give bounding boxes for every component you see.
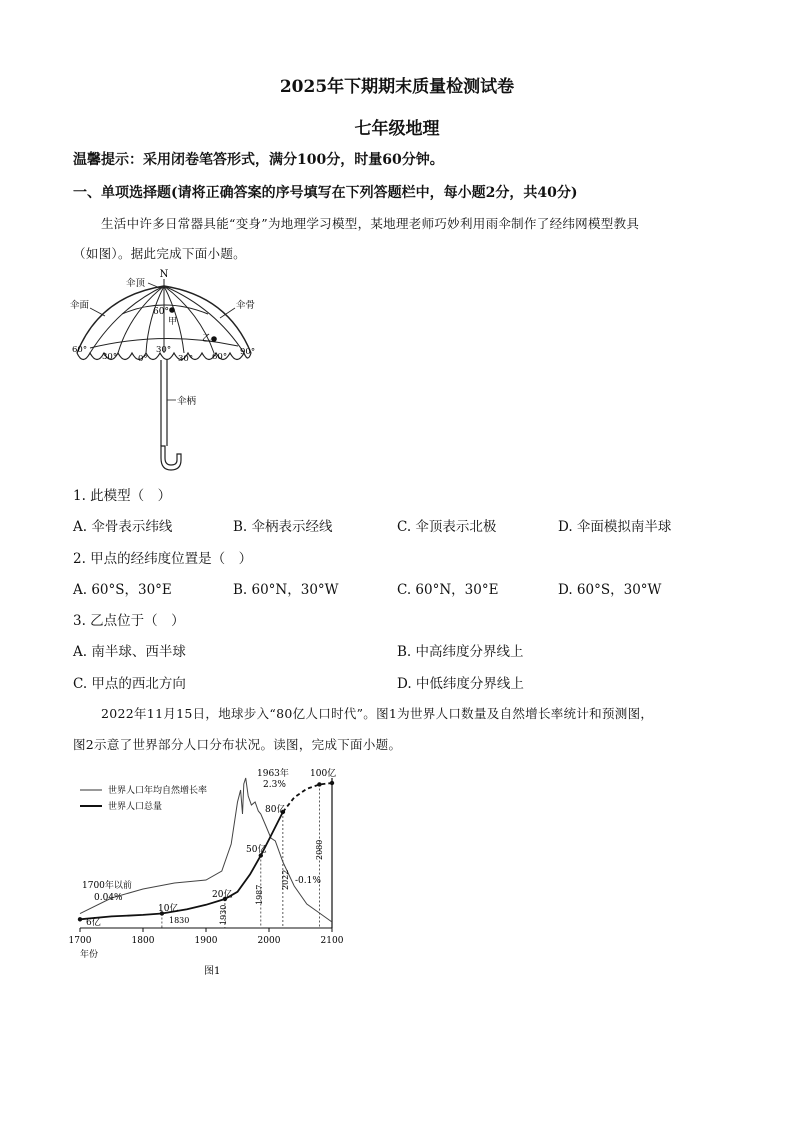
- anno-pop-80: 80亿: [265, 805, 286, 815]
- anno-year-1830: 1830: [169, 916, 190, 925]
- label-lat30: 30°: [156, 345, 172, 355]
- anno-end-rate: -0.1%: [295, 876, 321, 886]
- population-marker-2080: [317, 782, 321, 786]
- point-jia: [169, 307, 175, 313]
- x-tick-label-1800: 1800: [131, 936, 155, 946]
- label-top: 伞顶: [126, 278, 146, 289]
- exam-title: 2025年下期期末质量检测试卷: [279, 77, 515, 97]
- chart-title: 图1: [204, 966, 221, 977]
- exam-tip: 温馨提示：采用闭卷笔答形式，满分100分，时量60分钟。: [73, 152, 444, 168]
- legend-pop: 世界人口总量: [108, 802, 163, 812]
- point-yi: [211, 336, 217, 342]
- anno-pop-50: 50亿: [246, 845, 267, 855]
- label-n: N: [159, 269, 169, 280]
- q2-option-d[interactable]: D. 60°S，30°W: [558, 582, 662, 598]
- anno-start-rate: 0.04%: [94, 893, 123, 903]
- q2-option-a[interactable]: A. 60°S，30°E: [73, 582, 172, 598]
- x-tick-label-2000: 2000: [257, 936, 281, 946]
- anno-peak-year: 1963年: [257, 769, 289, 779]
- q1-option-c[interactable]: C. 伞顶表示北极: [397, 519, 497, 535]
- question-3-stem: 3. 乙点位于（ ）: [73, 613, 185, 629]
- label-lat60: 60°: [153, 307, 169, 317]
- label-jia: 甲: [168, 317, 178, 327]
- passage1-line1: 生活中许多日常器具能“变身”为地理学习模型，某地理老师巧妙利用雨伞制作了经纬网模型教具: [101, 216, 640, 231]
- q3-option-b[interactable]: B. 中高纬度分界线上: [397, 644, 524, 660]
- label-yi: 乙: [202, 334, 212, 344]
- passage2-line1: 2022年11月15日，地球步入“80亿人口时代”。图1为世界人口数量及自然增长率统计和预测图，: [101, 706, 654, 721]
- exam-subtitle: 七年级地理: [354, 119, 440, 139]
- population-marker-1700: [78, 917, 82, 921]
- label-lon0: 0°: [138, 354, 148, 364]
- anno-year-2022: 2022: [281, 869, 290, 890]
- passage1-line2: （如图）。据此完成下面小题。: [73, 246, 246, 261]
- q1-option-a[interactable]: A. 伞骨表示纬线: [73, 519, 173, 535]
- legend-rate: 世界人口年均自然增长率: [108, 786, 208, 796]
- anno-pop-6: 6亿: [86, 918, 101, 928]
- anno-pop-10: 10亿: [158, 904, 179, 914]
- x-tick-label-1700: 1700: [68, 936, 92, 946]
- label-lon30w: 30°: [102, 352, 118, 362]
- x-tick-label-1900: 1900: [194, 936, 218, 946]
- anno-year-2080: 2080: [315, 839, 324, 860]
- anno-start: 1700年以前: [82, 881, 132, 891]
- population-series-line: [80, 812, 283, 919]
- question-1-stem: 1. 此模型（ ）: [73, 488, 172, 504]
- label-lon60: 60°: [212, 352, 228, 362]
- x-tick-label-2100: 2100: [320, 936, 344, 946]
- population-chart: [60, 760, 360, 985]
- label-lon30e: 30°: [178, 354, 194, 364]
- population-marker-2100: [330, 781, 334, 785]
- question-2-stem: 2. 甲点的经纬度位置是（ ）: [73, 551, 253, 567]
- q1-option-d[interactable]: D. 伞面模拟南半球: [558, 519, 672, 535]
- anno-year-1987: 1987: [255, 884, 264, 905]
- q3-option-a[interactable]: A. 南半球、西半球: [73, 644, 186, 660]
- anno-pop-100: 100亿: [310, 769, 337, 779]
- q2-option-c[interactable]: C. 60°N，30°E: [397, 582, 499, 598]
- q2-option-b[interactable]: B. 60°N，30°W: [233, 582, 339, 598]
- label-lon90: 90°: [240, 347, 256, 357]
- section-heading: 一、单项选择题(请将正确答案的序号填写在下列答题栏中，每小题2分，共40分): [73, 185, 578, 201]
- anno-pop-20: 20亿: [212, 890, 233, 900]
- population-projection-line: [283, 783, 332, 812]
- q3-option-c[interactable]: C. 甲点的西北方向: [73, 676, 186, 692]
- anno-year-1930: 1930: [219, 904, 228, 925]
- q1-option-b[interactable]: B. 伞柄表示经线: [233, 519, 333, 535]
- label-handle: 伞柄: [177, 396, 197, 407]
- label-rib: 伞骨: [236, 300, 256, 311]
- label-face: 伞面: [70, 300, 90, 311]
- anno-peak-rate: 2.3%: [263, 780, 286, 790]
- umbrella-model-figure: [60, 268, 270, 478]
- passage2-line2: 图2示意了世界部分人口分布状况。读图，完成下面小题。: [73, 737, 402, 752]
- x-axis-label: 年份: [80, 950, 99, 960]
- q3-option-d[interactable]: D. 中低纬度分界线上: [397, 676, 524, 692]
- label-left60: 60°: [72, 345, 88, 355]
